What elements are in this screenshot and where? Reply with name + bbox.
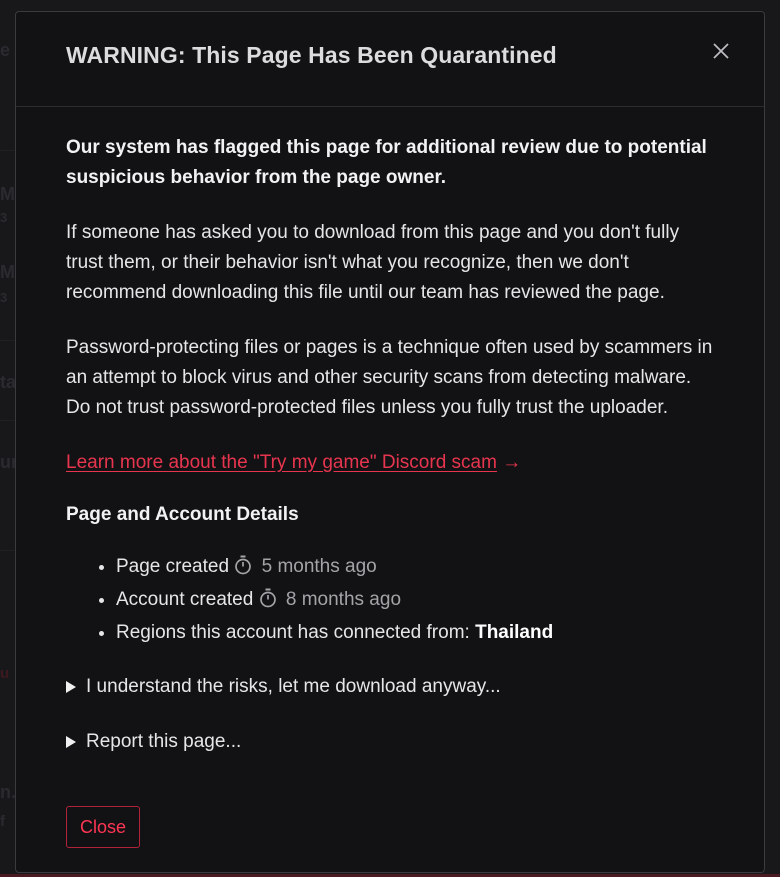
warning-lead-text: Our system has flagged this page for additional review due to potential suspicious behavior from the page owner. <box>66 137 707 188</box>
detail-value: Thailand <box>475 622 554 643</box>
stopwatch-icon <box>234 555 252 585</box>
report-page-disclosure[interactable] <box>66 727 714 757</box>
detail-page-created <box>116 552 714 585</box>
disclosure-label: Report this page... <box>86 731 242 752</box>
details-list <box>66 552 714 648</box>
warning-paragraph-password: Password-protecting files or pages is a technique often used by scammers in an attempt to block virus and other security scans from detecting malware. Do not trust password-protected files unless you fully trust the uploader. <box>66 337 713 418</box>
detail-label: Page created <box>116 556 230 577</box>
disclosure-label: I understand the risks, let me download anyway... <box>86 676 501 697</box>
detail-value: 5 months ago <box>261 556 377 577</box>
close-icon[interactable] <box>710 40 732 62</box>
arrow-right-icon[interactable]: → <box>502 452 522 473</box>
detail-value: 8 months ago <box>285 589 402 610</box>
detail-account-created <box>116 585 714 618</box>
details-heading: Page and Account Details <box>66 504 299 525</box>
close-button[interactable]: Close <box>66 806 140 848</box>
disclosure-triangle-icon <box>66 681 76 693</box>
dialog-body <box>16 107 764 757</box>
detail-regions <box>116 618 714 648</box>
detail-label: Account created <box>116 589 254 610</box>
stopwatch-icon <box>259 588 277 618</box>
learn-more-row <box>66 448 714 478</box>
quarantine-warning-dialog <box>15 11 765 873</box>
warning-paragraph-trust: If someone has asked you to download from this page and you don't fully trust them, or their behavior isn't what you recognize, then we don't recommend downloading this file until our team has reviewed the page. <box>66 222 680 303</box>
detail-label: Regions this account has connected from: <box>116 622 470 643</box>
download-anyway-disclosure[interactable] <box>66 672 714 702</box>
dialog-title: WARNING: This Page Has Been Quarantined <box>66 42 557 68</box>
disclosure-triangle-icon <box>66 736 76 748</box>
dialog-header <box>16 12 764 107</box>
learn-more-link[interactable]: Learn more about the "Try my game" Discord scam <box>66 452 497 473</box>
